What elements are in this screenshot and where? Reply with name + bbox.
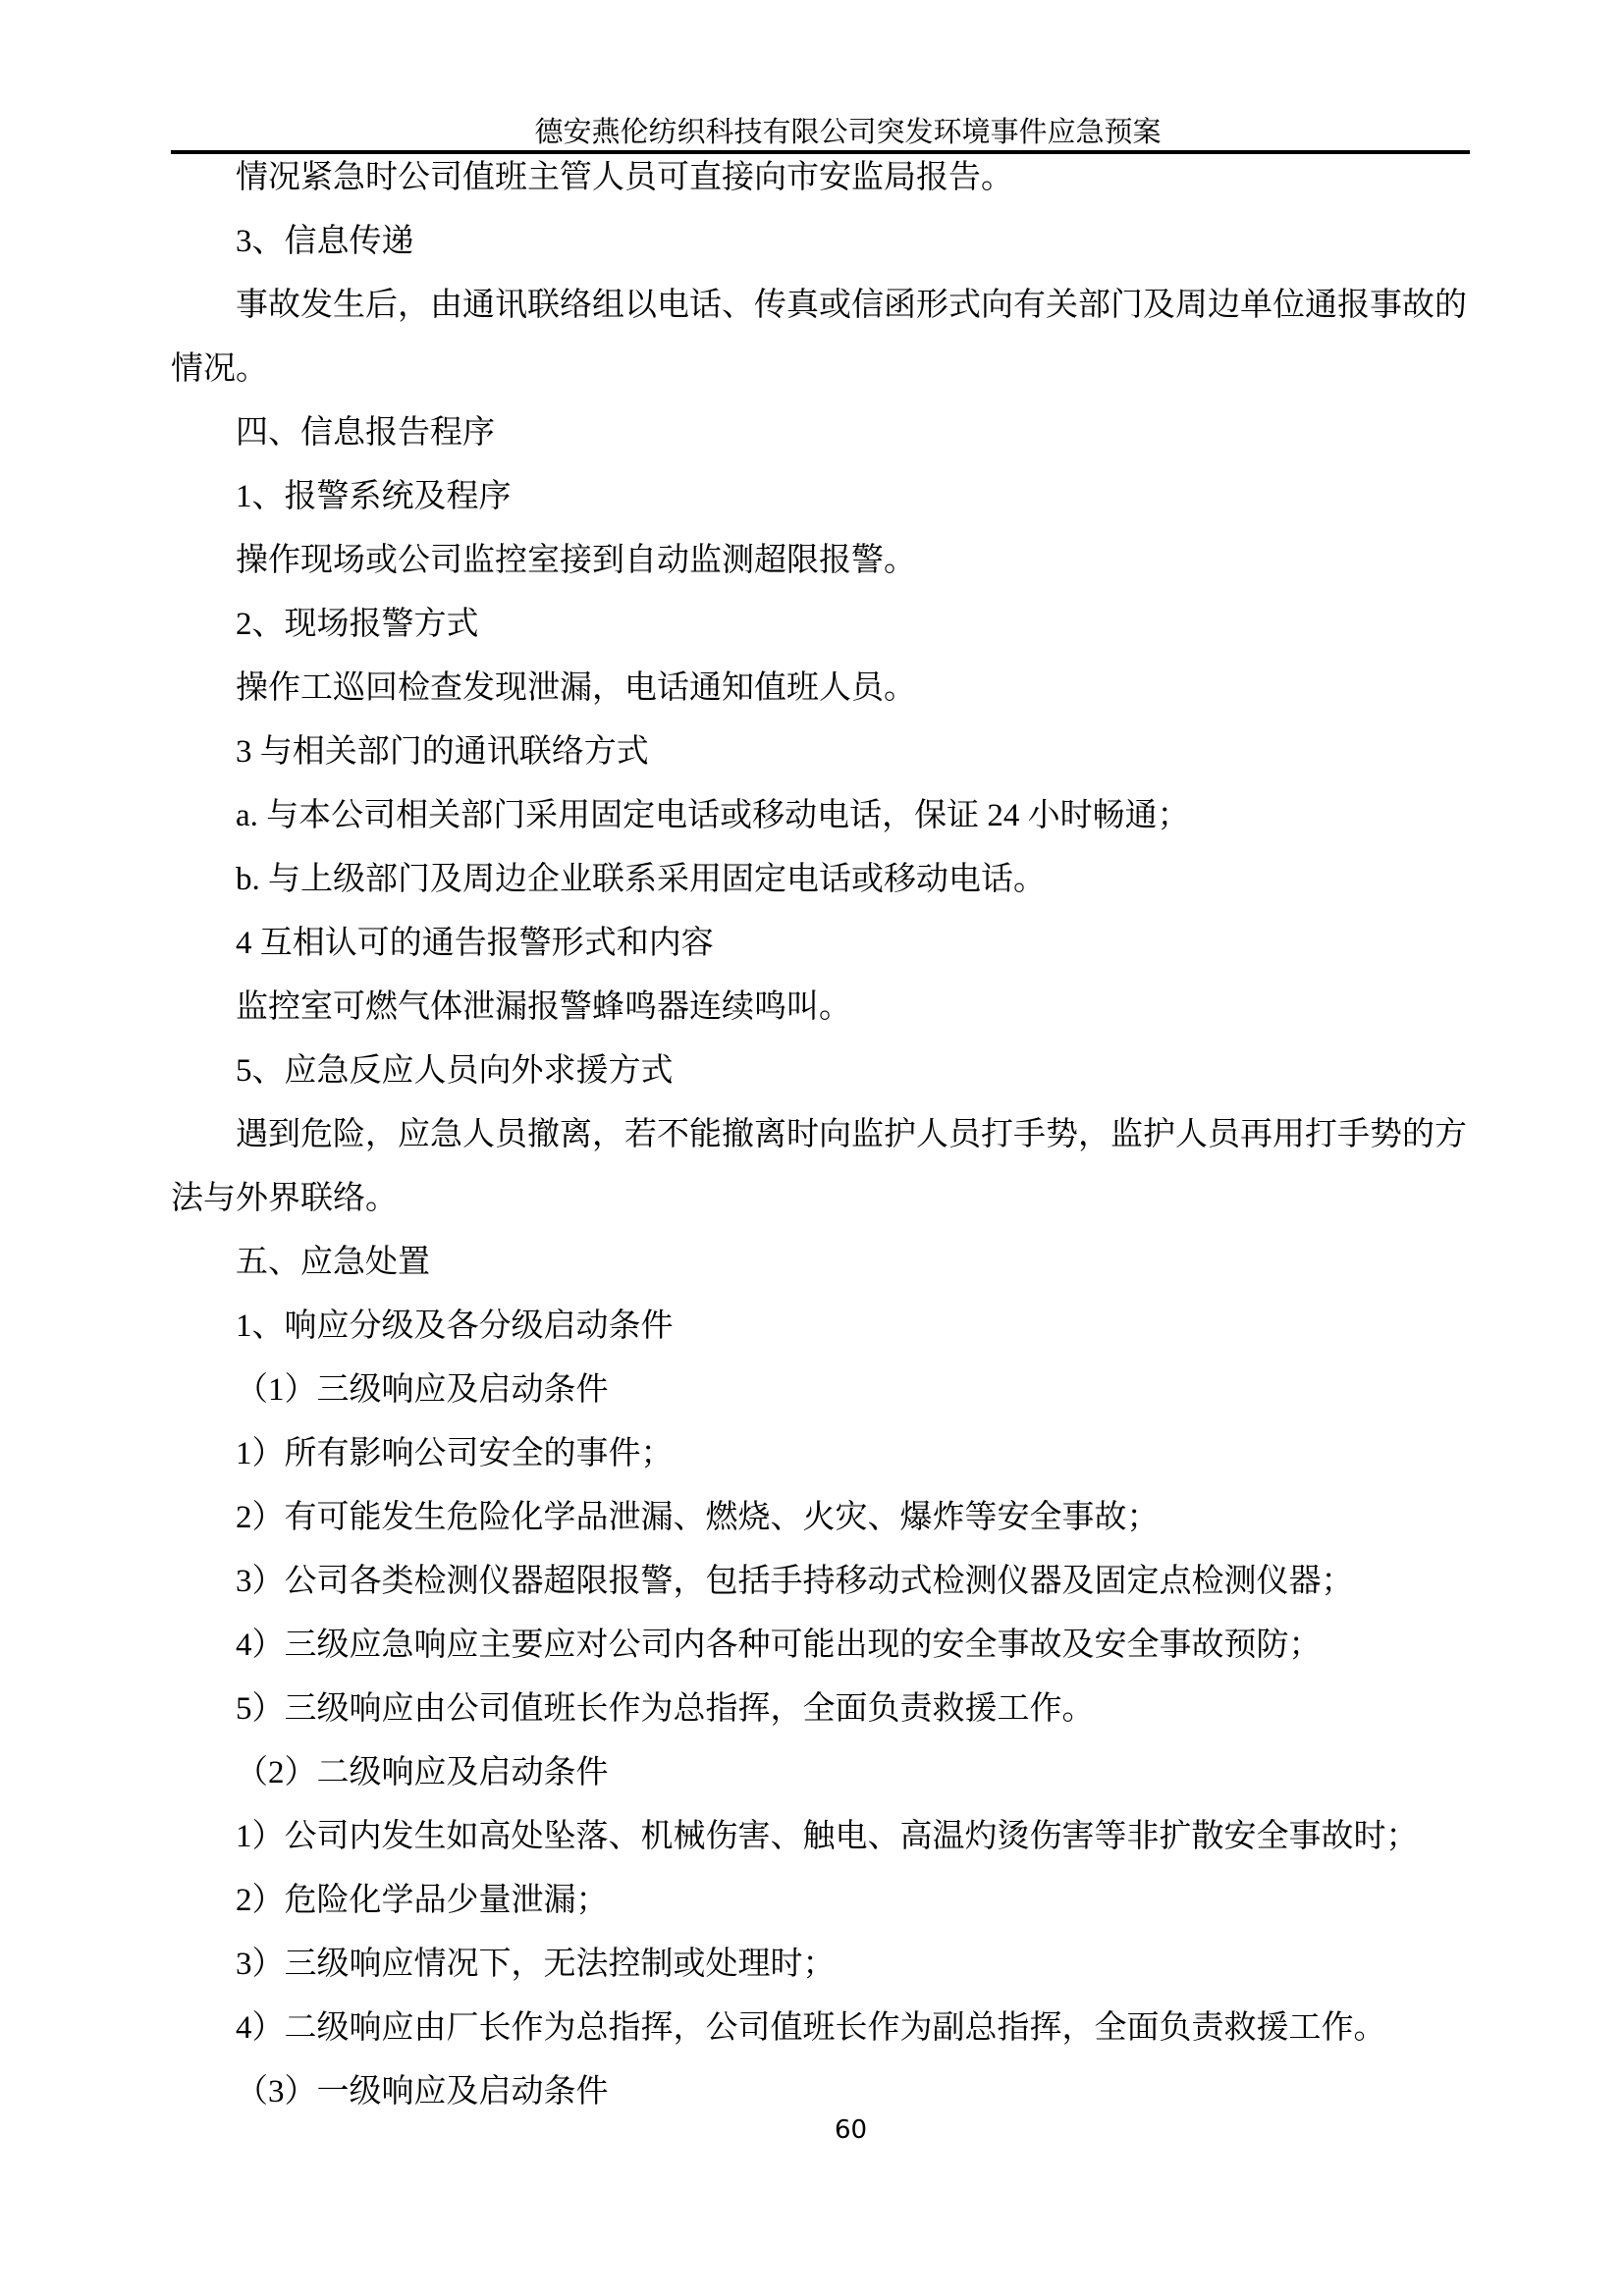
page-number: 60 bbox=[834, 2115, 868, 2145]
text-line: 五、应急处置 bbox=[236, 1245, 430, 1280]
text-line: 4）三级应急响应主要应对公司内各种可能出现的安全事故及安全事故预防； bbox=[236, 1628, 1322, 1663]
text-line: 2）有可能发生危险化学品泄漏、燃烧、火灾、爆炸等安全事故； bbox=[236, 1500, 1160, 1535]
text-line: 5）三级响应由公司值班长作为总指挥，全面负责救援工作。 bbox=[236, 1691, 1095, 1727]
text-line: 3 与相关部门的通讯联络方式 bbox=[236, 734, 649, 770]
page-header-title: 德安燕伦纺织科技有限公司突发环境事件应急预案 bbox=[534, 117, 1162, 148]
text-line: 遇到危险，应急人员撤离，若不能撤离时向监护人员打手势，监护人员再用打手势的方 bbox=[236, 1117, 1467, 1152]
text-line: 4 互相认可的通告报警形式和内容 bbox=[236, 926, 714, 961]
text-line: b. 与上级部门及周边企业联系采用固定电话或移动电话。 bbox=[236, 862, 1046, 897]
text-line: 情况。 bbox=[171, 351, 268, 387]
text-line: 2、现场报警方式 bbox=[236, 607, 479, 642]
text-line: 1、报警系统及程序 bbox=[236, 479, 512, 514]
text-line: （3）一级响应及启动条件 bbox=[236, 2074, 609, 2109]
text-line: 事故发生后，由通讯联络组以电话、传真或信函形式向有关部门及周边单位通报事故的 bbox=[236, 288, 1467, 323]
text-line: a. 与本公司相关部门采用固定电话或移动电话，保证 24 小时畅通； bbox=[236, 798, 1190, 833]
text-line: 2）危险化学品少量泄漏； bbox=[236, 1883, 609, 1918]
text-line: 3）三级响应情况下，无法控制或处理时； bbox=[236, 1947, 836, 1982]
page-footer bbox=[171, 2115, 1470, 2145]
text-line: 法与外界联络。 bbox=[171, 1181, 398, 1216]
text-line: （2）二级响应及启动条件 bbox=[236, 1755, 609, 1790]
text-line: 监控室可燃气体泄漏报警蜂鸣器连续鸣叫。 bbox=[236, 989, 851, 1025]
text-line: 1）所有影响公司安全的事件； bbox=[236, 1436, 674, 1471]
body-lines bbox=[171, 146, 1477, 2124]
text-line: 1）公司内发生如高处坠落、机械伤害、触电、高温灼烫伤害等非扩散安全事故时； bbox=[236, 1819, 1419, 1854]
text-line: （1）三级响应及启动条件 bbox=[236, 1372, 609, 1408]
text-line: 操作现场或公司监控室接到自动监测超限报警。 bbox=[236, 543, 916, 578]
text-line: 情况紧急时公司值班主管人员可直接向市安监局报告。 bbox=[236, 160, 1013, 195]
text-line: 3、信息传递 bbox=[236, 224, 414, 259]
text-line: 四、信息报告程序 bbox=[236, 415, 495, 451]
text-line: 4）二级响应由厂长作为总指挥，公司值班长作为副总指挥，全面负责救援工作。 bbox=[236, 2010, 1386, 2046]
text-line: 操作工巡回检查发现泄漏，电话通知值班人员。 bbox=[236, 670, 916, 706]
text-line: 1、响应分级及各分级启动条件 bbox=[236, 1308, 674, 1344]
page-header bbox=[171, 117, 1470, 148]
text-line: 3）公司各类检测仪器超限报警，包括手持移动式检测仪器及固定点检测仪器； bbox=[236, 1564, 1354, 1599]
text-line: 5、应急反应人员向外求援方式 bbox=[236, 1053, 674, 1089]
